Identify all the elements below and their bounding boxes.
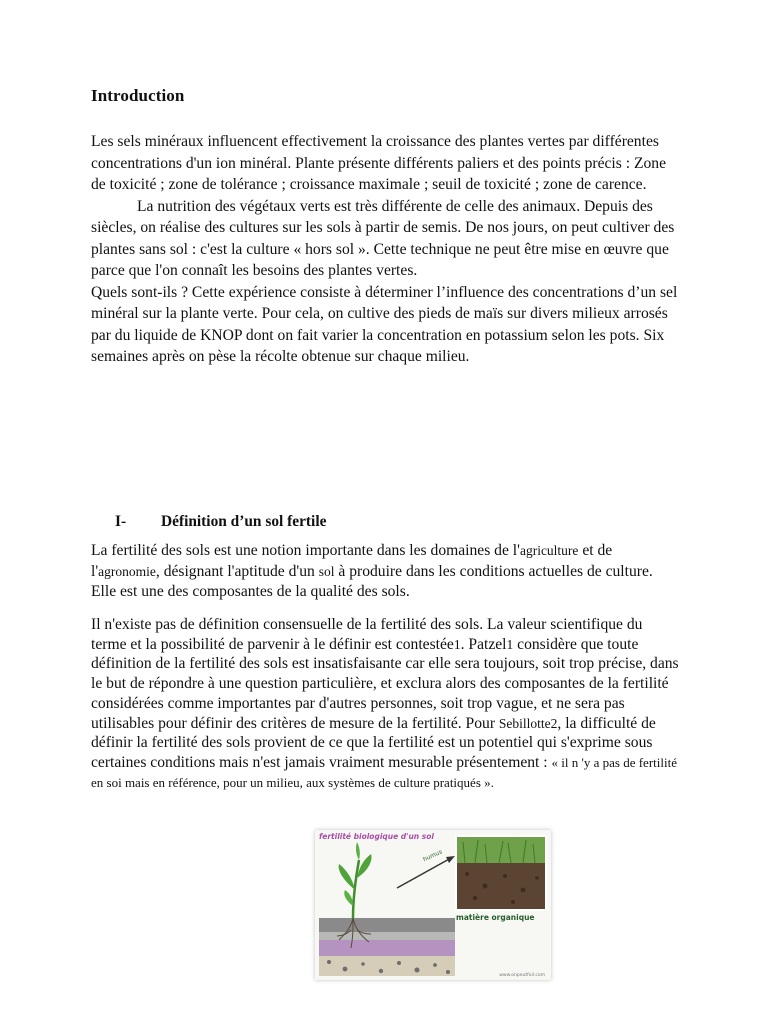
link-agriculture: agriculture <box>519 543 579 558</box>
section-title: Définition d’un sol fertile <box>161 513 327 530</box>
plant-leaf-left <box>339 864 355 890</box>
definition-paragraph-2 <box>91 615 681 792</box>
text-run: La fertilité des sols est une notion importante dans les domaines de l' <box>91 542 520 559</box>
quotation: « il n 'y a pas de fertilité en soi mais en référence, pour un milieu, aux systèmes de culture pratiqués ». <box>91 754 677 790</box>
footnote-ref: 1 <box>506 636 514 652</box>
text-run: et de l' <box>91 542 613 580</box>
text-run: à produire dans les conditions actuelles de culture. Elle est une des composantes de la qualité des sols. <box>91 562 653 600</box>
intro-paragraph-b: La nutrition des végétaux verts est très différente de celle des animaux. Depuis des siècles, on réalise des cultures sur les sols à partir de semis. De nos jours, on peut cultiver des plantes sans sol : c'est la culture « hors sol ». Cette technique ne peut être mise en œuvre que parce que l'on connaît les besoins des plantes vertes. <box>91 197 675 279</box>
introduction-heading: Introduction <box>91 86 185 105</box>
arrow-head-icon <box>446 856 455 863</box>
plant-leaf-low <box>344 890 353 906</box>
text-run: , la difficulté de définir la fertilité des sols provient de ce que la fertilité est un potentiel qui s'exprime sous certaines conditions mais n'est jamais vraiment mesurable présentement : <box>91 714 656 771</box>
author-sebillotte: Sebillotte <box>498 715 551 731</box>
figure-arrow-label: humus <box>422 848 444 864</box>
link-agronomie: agronomie <box>98 563 156 579</box>
footnote-ref: 1 <box>453 636 461 652</box>
figure-title: fertilité biologique d'un sol <box>319 832 434 841</box>
soil-layer-top <box>319 918 455 932</box>
soil-layer-purple <box>319 940 455 956</box>
text-run: . Patzel <box>460 635 507 653</box>
section-heading <box>115 513 326 531</box>
plant-bud <box>356 842 360 860</box>
figure-credit: www.onpeutfoil.com <box>499 973 545 978</box>
footnote-ref: 2 <box>550 715 558 731</box>
text-run: , désignant l'aptitude d'un <box>155 562 319 580</box>
intro-paragraph-a: Les sels minéraux influencent effectivement la croissance des plantes vertes par différentes concentrations d'un ion minéral. Plante présente différents paliers et des points précis : Zone de toxicité ; zone de tolérance ; croissance maximale ; seuil de toxicité ; zone de carence. <box>91 133 666 193</box>
text-run: Il n'existe pas de définition consensuelle de la fertilité des sols. La valeur scientifique du terme et la possibilité de parvenir à le définir est contestée <box>91 616 643 653</box>
definition-paragraph-1 <box>91 541 681 603</box>
introduction-text <box>91 131 681 368</box>
intro-paragraph-c: Quels sont-ils ? Cette expérience consiste à déterminer l’influence des concentrations d’un sel minéral sur la plante verte. Pour cela, on cultive des pieds de maïs sur divers milieux arrosés par du liquide de KNOP dont on fait varier la concentration en potassium selon les pots. Six semaines après on pèse la récolte obtenue sur chaque milieu. <box>91 283 678 365</box>
figure-inset-label: matière organique <box>456 913 535 922</box>
section-number: I- <box>115 513 127 530</box>
soil-fertility-figure <box>315 830 551 980</box>
text-run: considère que toute définition de la fertilité des sols est insatisfaisante car elle sera toujours, soit trop précise, dans le but de répondre à une question particulière, et exclura alors des composantes de la fertilité considérées comme importantes par d'autres personnes, soit trop vague, et ne sera pas utilisables pour définir des critères de mesure de la fertilité. Pour <box>91 635 679 732</box>
link-sol: sol <box>318 563 335 579</box>
